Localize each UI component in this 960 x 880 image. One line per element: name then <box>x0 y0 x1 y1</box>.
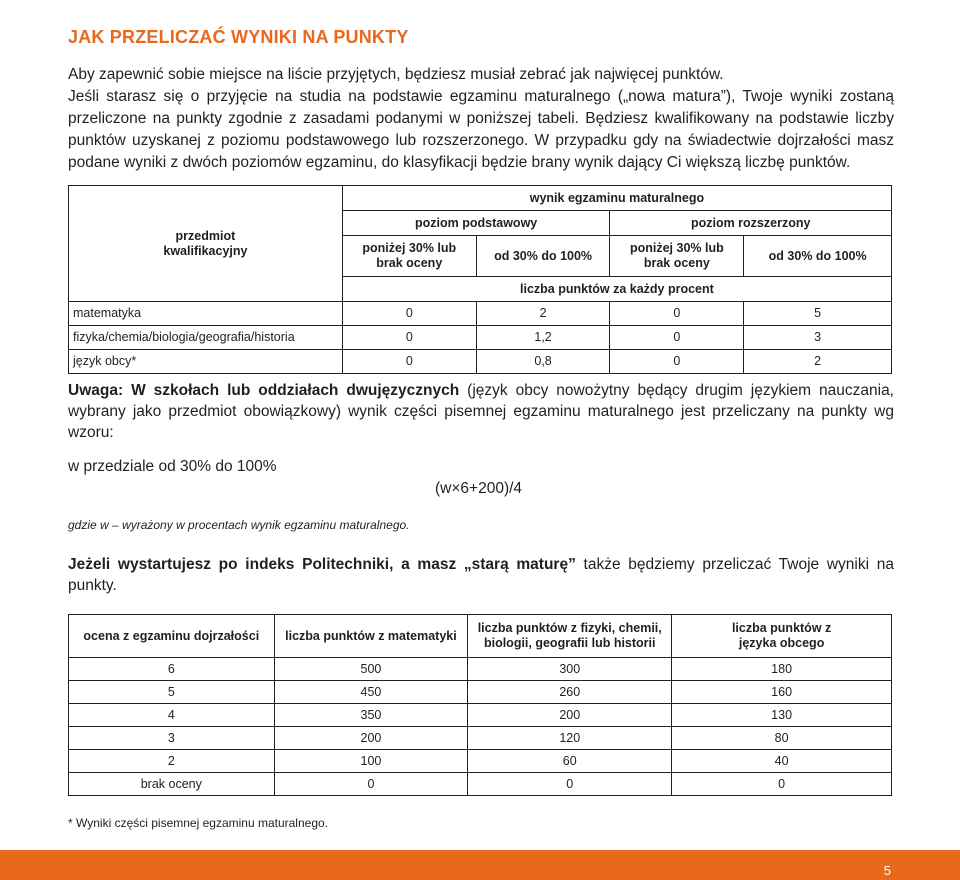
subject-cell: fizyka/chemia/biologia/geografia/historia <box>69 326 343 350</box>
old-matura-table <box>68 614 892 796</box>
value-cell: 60 <box>468 750 672 773</box>
value-cell: 260 <box>468 681 672 704</box>
value-cell: 120 <box>468 727 672 750</box>
table-row <box>69 681 892 704</box>
value-cell: 0 <box>342 326 476 350</box>
value-cell: 1,2 <box>476 326 610 350</box>
table-row <box>69 704 892 727</box>
value-cell: 200 <box>274 727 468 750</box>
conversion-table <box>68 185 892 374</box>
grade-cell: 5 <box>69 681 275 704</box>
intro-line-1: Aby zapewnić sobie miejsce na liście przyjętych, będziesz musiał zebrać jak najwięcej punktów. <box>68 66 724 83</box>
extended-range-header: od 30% do 100% <box>744 236 892 277</box>
value-cell: 0 <box>610 350 744 374</box>
old-matura-note-text: także będziemy przeliczać Twoje wyniki na punkty. <box>68 556 894 594</box>
grade-cell: brak oceny <box>69 773 275 796</box>
extended-below30-header: poniżej 30% lub brak oceny <box>610 236 744 277</box>
subject-cell: język obcy* <box>69 350 343 374</box>
value-cell: 3 <box>744 326 892 350</box>
value-cell: 300 <box>468 658 672 681</box>
value-cell: 0 <box>610 326 744 350</box>
grade-cell: 4 <box>69 704 275 727</box>
value-cell: 0 <box>342 350 476 374</box>
intro-line-2: Jeśli starasz się o przyjęcie na studia na podstawie egzaminu maturalnego („nowa matura”), Twoje wyniki zostaną przeliczone na punkty zgodnie z zasadami podanymi w poniższej tabeli. Będziesz kwalifikowany na podstawie liczby punktów uzyskanej z poziomu podstawowego lub rozszerzonego. W przypadku gdy na świadectwie dojrzałości masz podane wyniki z dwóch poziomów egzaminu, do klasyfikacji będzie brany wynik dający Ci większą liczbę punktów. <box>68 88 894 171</box>
basic-level-header: poziom podstawowy <box>342 211 610 236</box>
value-cell: 2 <box>476 302 610 326</box>
old-matura-note <box>68 554 894 596</box>
footnote: * Wyniki części pisemnej egzaminu maturalnego. <box>68 816 329 830</box>
table-row <box>69 750 892 773</box>
value-cell: 130 <box>672 704 892 727</box>
range-text: w przedziale od 30% do 100% <box>68 458 277 475</box>
value-cell: 200 <box>468 704 672 727</box>
bilingual-note <box>68 380 894 443</box>
table-row <box>69 658 892 681</box>
page-number: 5 <box>883 863 891 878</box>
table-row <box>69 302 892 326</box>
grade-header: ocena z egzaminu dojrzałości <box>69 615 275 658</box>
value-cell: 80 <box>672 727 892 750</box>
grade-cell: 2 <box>69 750 275 773</box>
value-cell: 5 <box>744 302 892 326</box>
value-cell: 0 <box>468 773 672 796</box>
subject-cell: matematyka <box>69 302 343 326</box>
value-cell: 0 <box>274 773 468 796</box>
basic-range-header: od 30% do 100% <box>476 236 610 277</box>
value-cell: 2 <box>744 350 892 374</box>
bilingual-note-bold: Uwaga: W szkołach lub oddziałach dwujęzycznych <box>68 382 460 399</box>
extended-level-header: poziom rozszerzony <box>610 211 892 236</box>
basic-below30-header: poniżej 30% lub brak oceny <box>342 236 476 277</box>
value-cell: 0,8 <box>476 350 610 374</box>
intro-paragraph <box>68 64 894 174</box>
math-points-header: liczba punktów z matematyki <box>274 615 468 658</box>
table-row <box>69 326 892 350</box>
subject-header: przedmiot kwalifikacyjny <box>69 186 343 302</box>
formula-explanation: gdzie w – wyrażony w procentach wynik egzaminu maturalnego. <box>68 518 410 532</box>
value-cell: 0 <box>672 773 892 796</box>
grade-cell: 3 <box>69 727 275 750</box>
value-cell: 0 <box>342 302 476 326</box>
table-row <box>69 727 892 750</box>
footer-bar <box>0 850 960 880</box>
science-points-header: liczba punktów z fizyki, chemii, biologii, geografii lub historii <box>468 615 672 658</box>
value-cell: 160 <box>672 681 892 704</box>
value-cell: 40 <box>672 750 892 773</box>
value-cell: 0 <box>610 302 744 326</box>
bilingual-note-text: (język obcy nowożytny będący drugim językiem nauczania, wybrany jako przedmiot obowiązkowy) wynik części pisemnej egzaminu maturalnego jest przeliczany na punkty wg wzoru: <box>68 382 894 441</box>
table-row <box>69 773 892 796</box>
table-row <box>69 350 892 374</box>
old-matura-note-bold: Jeżeli wystartujesz po indeks Politechniki, a masz „starą maturę” <box>68 556 576 573</box>
value-cell: 450 <box>274 681 468 704</box>
points-per-percent-header: liczba punktów za każdy procent <box>342 277 891 302</box>
value-cell: 180 <box>672 658 892 681</box>
formula: (w×6+200)/4 <box>435 480 523 497</box>
value-cell: 350 <box>274 704 468 727</box>
exam-result-header: wynik egzaminu maturalnego <box>342 186 891 211</box>
language-points-header: liczba punktów z języka obcego <box>672 615 892 658</box>
page-title: JAK PRZELICZAĆ WYNIKI NA PUNKTY <box>68 27 409 47</box>
value-cell: 100 <box>274 750 468 773</box>
value-cell: 500 <box>274 658 468 681</box>
grade-cell: 6 <box>69 658 275 681</box>
